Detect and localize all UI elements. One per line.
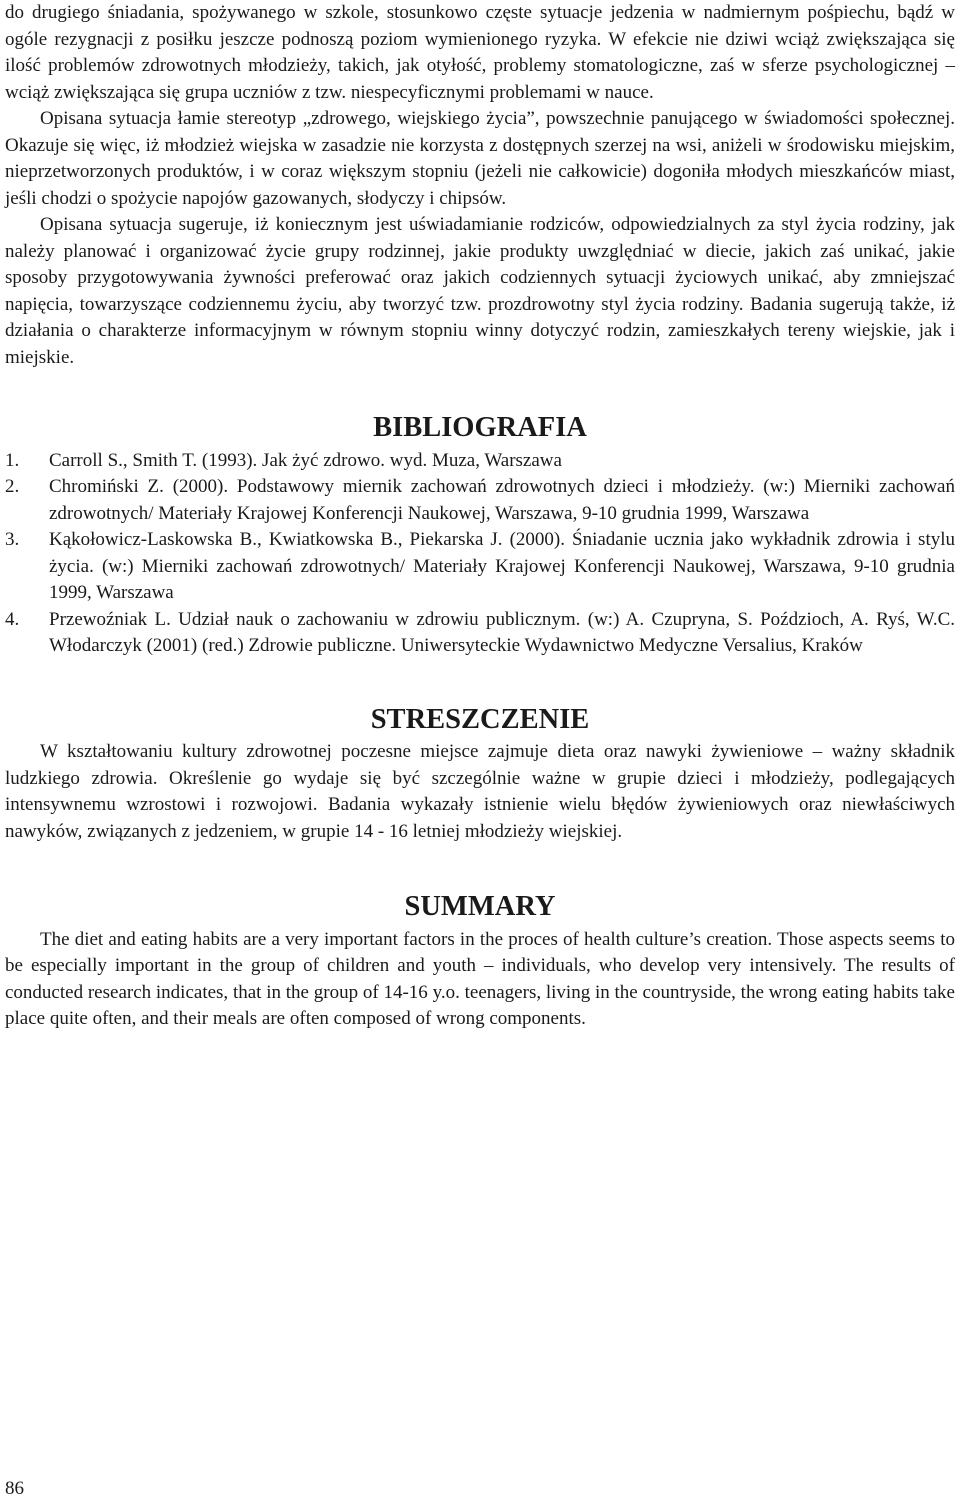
summary-heading: SUMMARY [404, 891, 556, 922]
bibliography-heading: BIBLIOGRAFIA [373, 412, 587, 443]
bibliography-item-text: Przewoźniak L. Udział nauk o zachowaniu w zdrowiu publicznym. (w:) A. Czupryna, S. Poździoch, A. Ryś, W.C. Włodarczyk (2001) (red.) Zdrowie publiczne. Uniwersyteckie Wydawnictwo Medyczne Versalius, Kraków [49, 608, 955, 656]
bibliography-item-text: Carroll S., Smith T. (1993). Jak żyć zdrowo. wyd. Muza, Warszawa [49, 449, 562, 471]
bibliography-item-number: 2. [5, 476, 20, 497]
bibliography-item [5, 607, 955, 660]
bibliography-list [5, 448, 955, 660]
page-number: 86 [5, 1478, 24, 1499]
body-paragraph: do drugiego śniadania, spożywanego w szkole, stosunkowo częste sytuacje jedzenia w nadmiernym pośpiechu, bądź w ogóle rezygnacji z posiłku jeszcze podnoszą poziom wymienionego ryzyka. W efekcie nie dziwi wciąż zwiększająca się ilość problemów zdrowotnych młodzieży, takich, jak otyłość, problemy stomatologiczne, zaś w sferze psychologicznej – wciąż zwiększająca się grupa uczniów z tzw. niespecyficznymi problemami w nauce. [5, 2, 955, 103]
body-paragraph: Opisana sytuacja sugeruje, iż koniecznym jest uświadamianie rodziców, odpowiedzialnych za styl życia rodziny, jak należy planować i organizować życie grupy rodzinnej, jakie produkty uwzględniać w diecie, jakich zaś unikać, jakie sposoby przygotowywania żywności preferować oraz jakich codziennych sytuacji życiowych unikać, aby zmniejszać napięcia, towarzyszące codziennemu życiu, aby tworzyć tzw. prozdrowotny styl życia rodziny. Badania sugerują także, iż działania o charakterze informacyjnym w równym stopniu winny dotyczyć rodzin, zamieszkałych tereny wiejskie, jak i miejskie. [5, 214, 955, 368]
bibliography-item [5, 474, 955, 527]
streszczenie-text: W kształtowaniu kultury zdrowotnej poczesne miejsce zajmuje dieta oraz nawyki żywieniowe – ważny składnik ludzkiego zdrowia. Określenie go wydaje się być szczególnie ważne w grupie dzieci i młodzieży, podlegających intensywnemu wzrostowi i rozwojowi. Badania wykazały istnienie wielu błędów żywieniowych oraz niewłaściwych nawyków, związanych z jedzeniem, w grupie 14 - 16 letniej młodzieży wiejskiej. [5, 741, 955, 842]
bibliography-item-text: Chromiński Z. (2000). Podstawowy miernik zachowań zdrowotnych dzieci i młodzieży. (w:) Mierniki zachowań zdrowotnych/ Materiały Krajowej Konferencji Naukowej, Warszawa, 9-10 grudnia 1999, Warszawa [49, 476, 955, 524]
streszczenie-heading: STRESZCZENIE [370, 703, 590, 735]
body-paragraph: Opisana sytuacja łamie stereotyp „zdrowego, wiejskiego życia”, powszechnie panującego w świadomości społecznej. Okazuje się więc, iż młodzież wiejska w zasadzie nie korzysta z dostępnych szerzej na wsi, aniżeli w środowisku miejskim, nieprzetworzonych produktów, i w coraz większym stopniu (jeżeli nie całkowicie) dogoniła młodych mieszkańców miast, jeśli chodzi o spożycie napojów gazowanych, słodyczy i chipsów. [5, 108, 955, 209]
document-page [5, 0, 955, 1033]
bibliography-item-number: 4. [5, 608, 20, 630]
summary-text: The diet and eating habits are a very important factors in the proces of health culture’s creation. Those aspects seems to be especially important in the group of children and youth – individuals, who develop very intensively. The results of conducted research indicates, that in the group of 14-16 y.o. teenagers, living in the countryside, the wrong eating habits take place quite often, and their meals are often composed of wrong components. [5, 928, 955, 1029]
bibliography-item-number: 1. [5, 449, 20, 471]
bibliography-item [5, 527, 955, 607]
bibliography-item-number: 3. [5, 529, 20, 550]
bibliography-item [5, 448, 955, 475]
bibliography-item-text: Kąkołowicz-Laskowska B., Kwiatkowska B., Piekarska J. (2000). Śniadanie ucznia jako wykładnik zdrowia i stylu życia. (w:) Mierniki zachowań zdrowotnych/ Materiały Krajowej Konferencji Naukowej, Warszawa, 9-10 grudnia 1999, Warszawa [49, 529, 955, 603]
